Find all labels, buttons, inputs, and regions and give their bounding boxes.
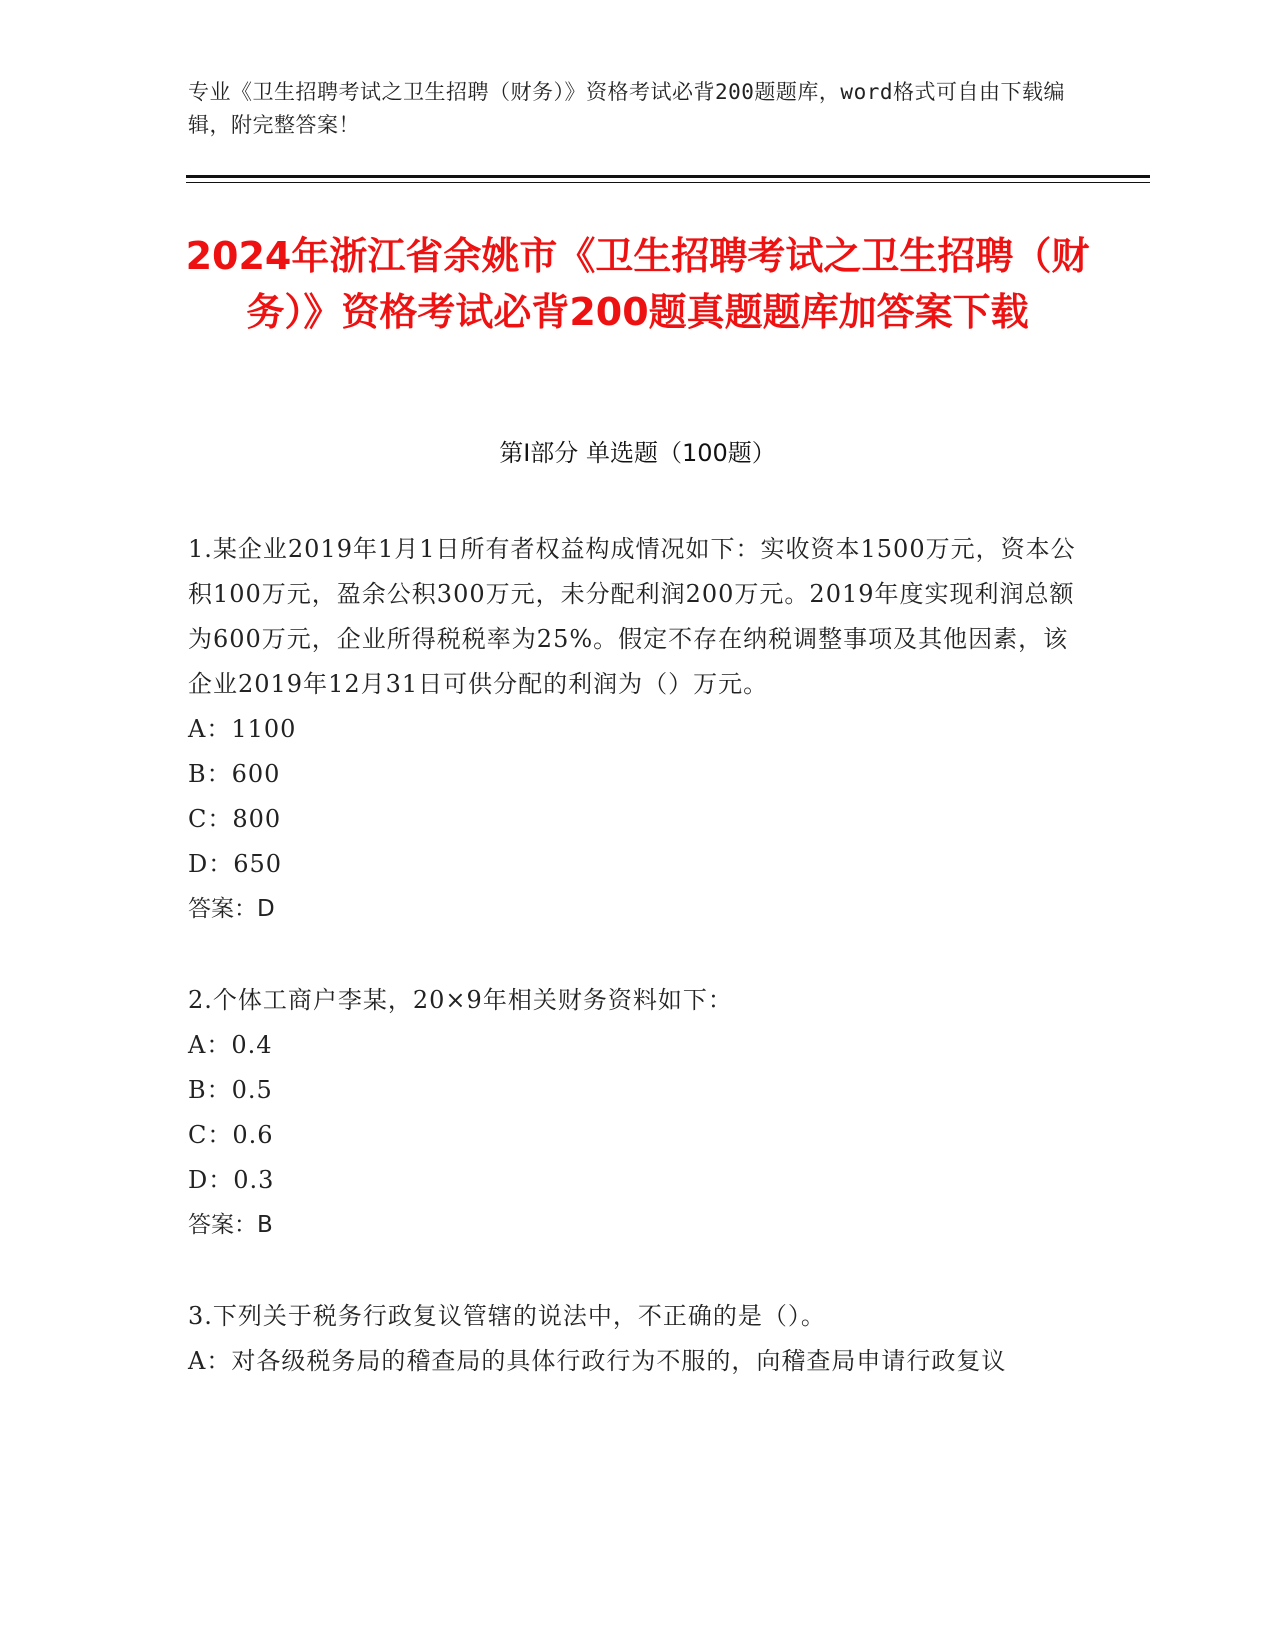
question-list xyxy=(188,527,1078,1430)
header-divider-thick xyxy=(186,175,1150,178)
question-stem: 1.某企业2019年1月1日所有者权益构成情况如下：实收资本1500万元，资本公积100万元，盈余公积300万元，未分配利润200万元。2019年度实现利润总额为600万元，企业所得税税率为25%。假定不存在纳税调整事项及其他因素，该企业2019年12月31日可供分配的利润为（）万元。 xyxy=(188,535,1076,698)
question-stem: 2.个体工商户李某，20×9年相关财务资料如下： xyxy=(188,986,733,1014)
option-c: C：800 xyxy=(188,805,282,833)
section-heading: 第Ⅰ部分 单选题（100题） xyxy=(499,439,776,467)
option-a: A：对各级税务局的稽查局的具体行政行为不服的，向稽查局申请行政复议 xyxy=(188,1347,1007,1375)
question-item xyxy=(188,1294,1078,1384)
intro-text: 专业《卫生招聘考试之卫生招聘（财务）》资格考试必背200题题库，word格式可自由下载编辑，附完整答案！ xyxy=(188,80,1065,137)
option-b: B：0.5 xyxy=(188,1076,273,1104)
question-stem: 3.下列关于税务行政复议管辖的说法中，不正确的是（）。 xyxy=(188,1302,826,1330)
option-d: D：650 xyxy=(188,850,283,878)
question-item xyxy=(188,978,1078,1248)
option-c: C：0.6 xyxy=(188,1121,274,1149)
answer-line: 答案：D xyxy=(188,896,275,922)
option-a: A：1100 xyxy=(188,715,297,743)
option-a: A：0.4 xyxy=(188,1031,273,1059)
option-b: B：600 xyxy=(188,760,281,788)
question-item xyxy=(188,527,1078,932)
header-divider-thin xyxy=(186,182,1150,183)
answer-line: 答案：B xyxy=(188,1212,273,1238)
option-d: D：0.3 xyxy=(188,1166,275,1194)
document-title: 2024年浙江省余姚市《卫生招聘考试之卫生招聘（财务）》资格考试必背200题真题题库加答案下载 xyxy=(185,234,1090,334)
